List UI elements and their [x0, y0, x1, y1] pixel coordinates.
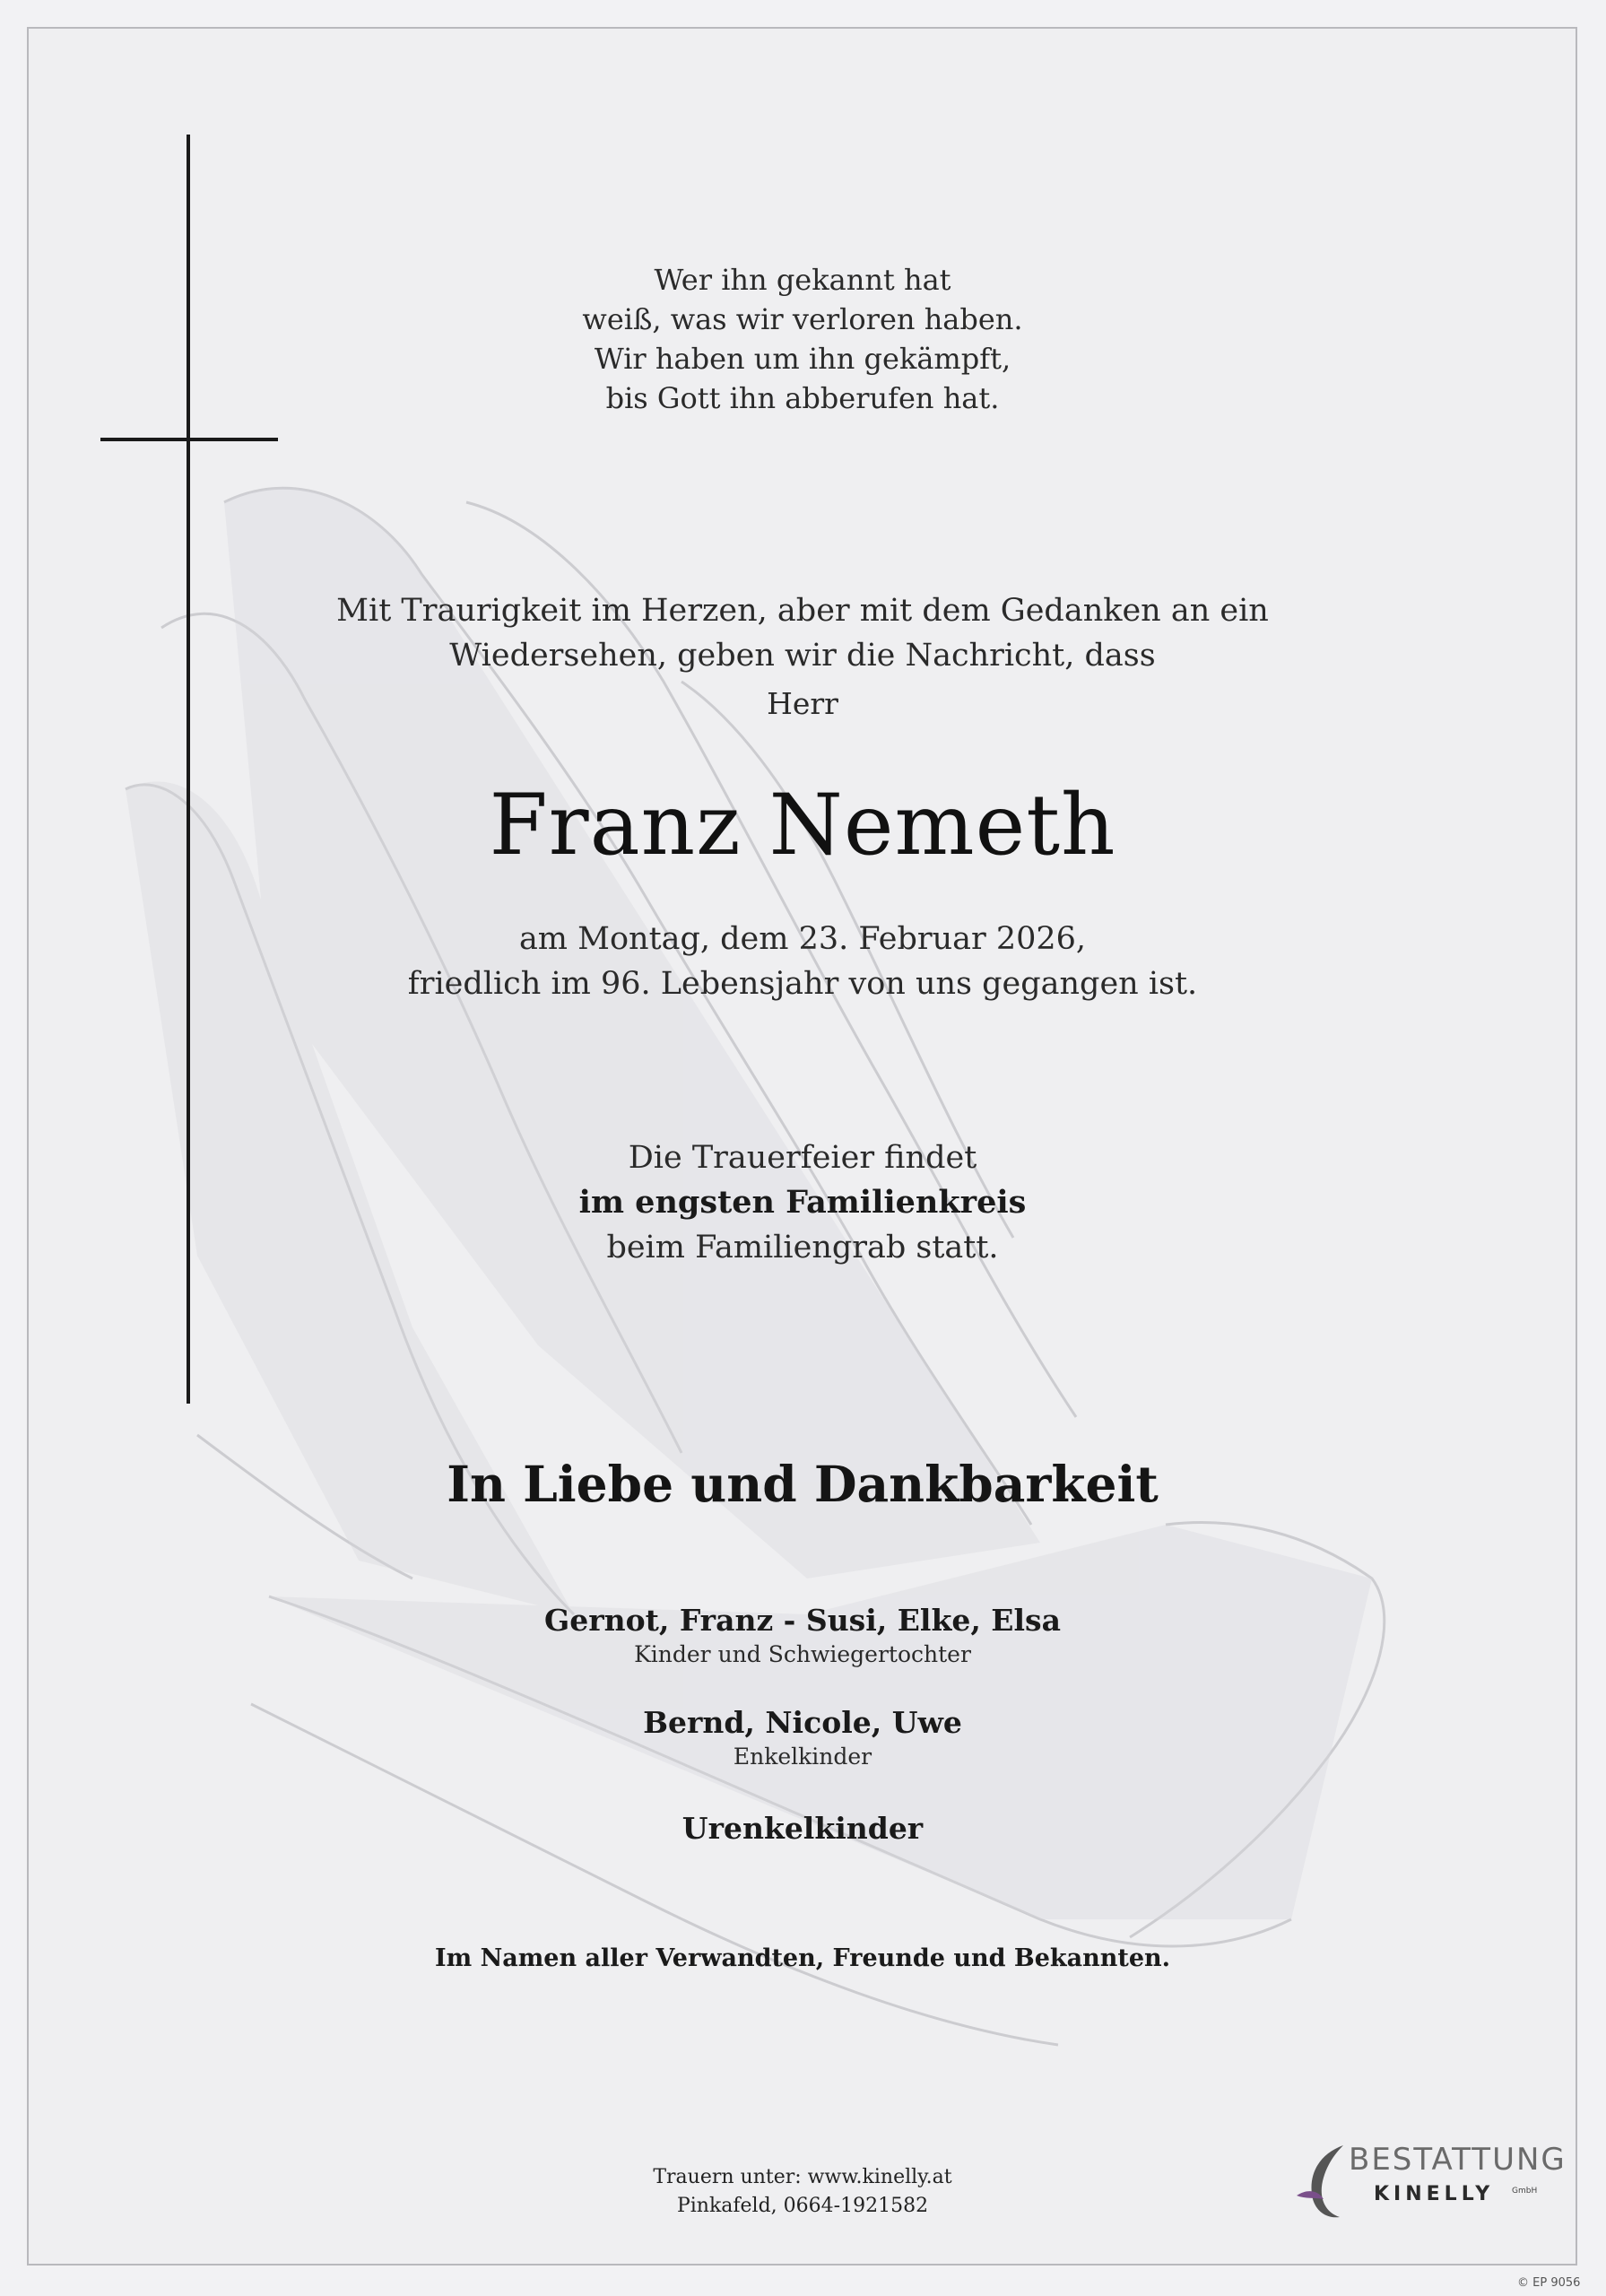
death-line: am Montag, dem 23. Februar 2026, [518, 921, 1087, 957]
family-names: Bernd, Nicole, Uwe [643, 1705, 962, 1740]
intro-line: Wiedersehen, geben wir die Nachricht, dass [449, 638, 1156, 674]
intro-line: Mit Traurigkeit im Herzen, aber mit dem Gedanken an ein [336, 593, 1269, 629]
poem-line: Wir haben um ihn gekämpft, [594, 342, 1011, 376]
deceased-name: Franz Nemeth [489, 777, 1116, 874]
logo-line1: BESTATTUNG [1349, 2142, 1567, 2178]
thanks-heading: In Liebe und Dankbarkeit [447, 1455, 1159, 1513]
death-notice [305, 917, 1300, 1006]
family-role: Kinder und Schwiegertochter [634, 1641, 971, 1667]
poem-line: bis Gott ihn abberufen hat. [605, 381, 1000, 415]
ceremony-line-emphasis: im engsten Familienkreis [578, 1184, 1027, 1221]
family-names: Gernot, Franz - Susi, Elke, Elsa [544, 1603, 1061, 1638]
death-line: friedlich im 96. Lebensjahr von uns gegangen ist. [407, 966, 1198, 1002]
funeral-home-logo [1291, 2136, 1567, 2226]
family-group-children [305, 1602, 1300, 1670]
memorial-poem [305, 260, 1300, 418]
announcement-intro [305, 588, 1300, 726]
cross-horizontal-bar [100, 438, 278, 441]
logo-suffix: GmbH [1512, 2187, 1538, 2196]
logo-line2: KINELLY [1374, 2183, 1495, 2205]
family-names: Urenkelkinder [681, 1811, 924, 1846]
family-role: Enkelkinder [733, 1744, 872, 1770]
salutation: Herr [767, 686, 838, 721]
footer-contact [305, 2163, 1300, 2221]
footer-website: Trauern unter: www.kinelly.at [653, 2166, 952, 2188]
cross-vertical-bar [187, 135, 190, 1404]
funeral-ceremony-info [305, 1135, 1300, 1270]
print-code: © EP 9056 [1517, 2276, 1581, 2290]
poem-line: Wer ihn gekannt hat [654, 263, 951, 297]
closing-line: Im Namen aller Verwandten, Freunde und Bekannten. [434, 1944, 1171, 1972]
family-group-great-grandchildren [305, 1810, 1300, 1848]
ceremony-line: beim Familiengrab statt. [606, 1230, 999, 1265]
poem-line: weiß, was wir verloren haben. [582, 302, 1023, 336]
ceremony-line: Die Trauerfeier findet [628, 1140, 977, 1176]
footer-phone: Pinkafeld, 0664-1921582 [676, 2195, 929, 2217]
family-group-grandchildren [305, 1704, 1300, 1772]
